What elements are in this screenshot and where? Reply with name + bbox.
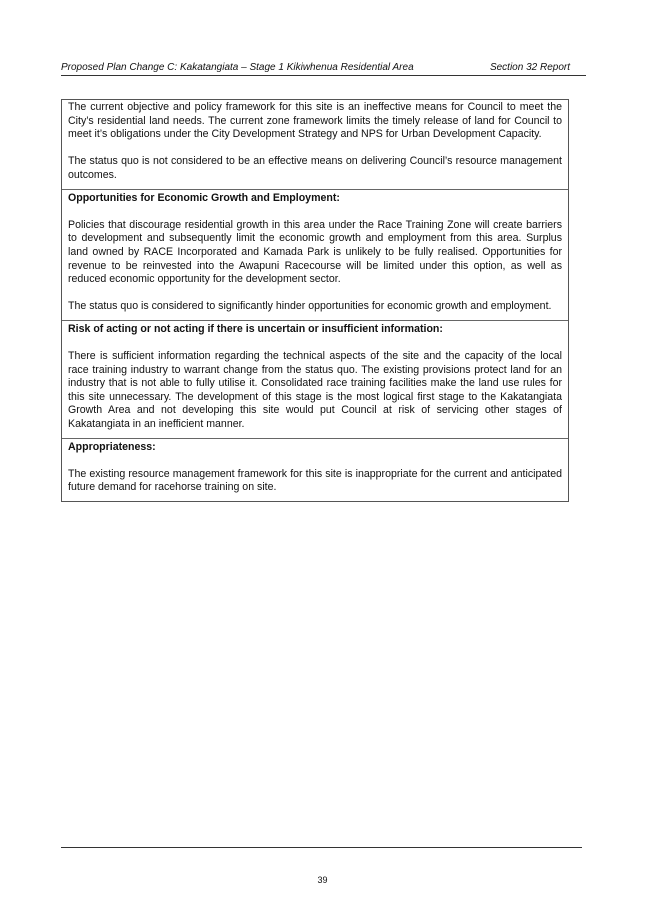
intro-paragraph-2: The status quo is not considered to be an effective means on delivering Council’s resource management outcomes. xyxy=(68,155,562,181)
economic-growth-paragraph-1: Policies that discourage residential growth in this area under the Race Training Zone will create barriers to development and subsequently limit the economic growth and employment from this area. Surplus land owned by RACE Incorporated and Kamada Park is unlikely to be fully realised. Opportunities for revenue to be reinvested into the Awapuni Racecourse will be limited under this option, as well as reduced economic opportunity for the development sector. xyxy=(68,218,562,286)
intro-paragraph-1: The current objective and policy framework for this site is an ineffective means for Council to meet the City’s residential land needs. The current zone framework limits the timely release of land for Council to meet it’s obligations under the City Development Strategy and NPS for Urban Development Capacity. xyxy=(68,101,562,141)
page-number: 39 xyxy=(317,875,328,885)
economic-growth-cell xyxy=(62,190,568,321)
risk-cell xyxy=(62,321,568,439)
section-label: Section 32 Report xyxy=(489,62,570,73)
intro-cell xyxy=(62,100,568,190)
appropriateness-paragraph-1: The existing resource management framework for this site is inappropriate for the current and anticipated future demand for racehorse training on site. xyxy=(68,467,562,494)
risk-heading: Risk of acting or not acting if there is uncertain or insufficient information: xyxy=(68,322,443,335)
appropriateness-cell xyxy=(62,439,568,501)
appropriateness-heading: Appropriateness: xyxy=(68,440,156,453)
footer-divider xyxy=(61,847,582,848)
risk-paragraph-1: There is sufficient information regarding the technical aspects of the site and the capacity of the local race training industry to warrant change from the status quo. The existing provisions protect land for an industry that is not able to fully utilise it. Consolidated race training facilities make the land use rules for this site unnecessary. The development of this stage is the most logical first stage to the Kakatangiata Growth Area and not developing this site would put Council at risk of servicing other stages of Kakatangiata in an inefficient manner. xyxy=(68,350,562,431)
economic-growth-heading: Opportunities for Economic Growth and Employment: xyxy=(68,191,340,204)
document-title: Proposed Plan Change C: Kakatangiata – Stage 1 Kikiwhenua Residential Area xyxy=(61,62,414,73)
evaluation-table xyxy=(61,99,569,502)
economic-growth-paragraph-2: The status quo is considered to significantly hinder opportunities for economic growth and employment. xyxy=(68,300,552,313)
page-header xyxy=(61,61,570,76)
header-divider xyxy=(61,75,586,76)
